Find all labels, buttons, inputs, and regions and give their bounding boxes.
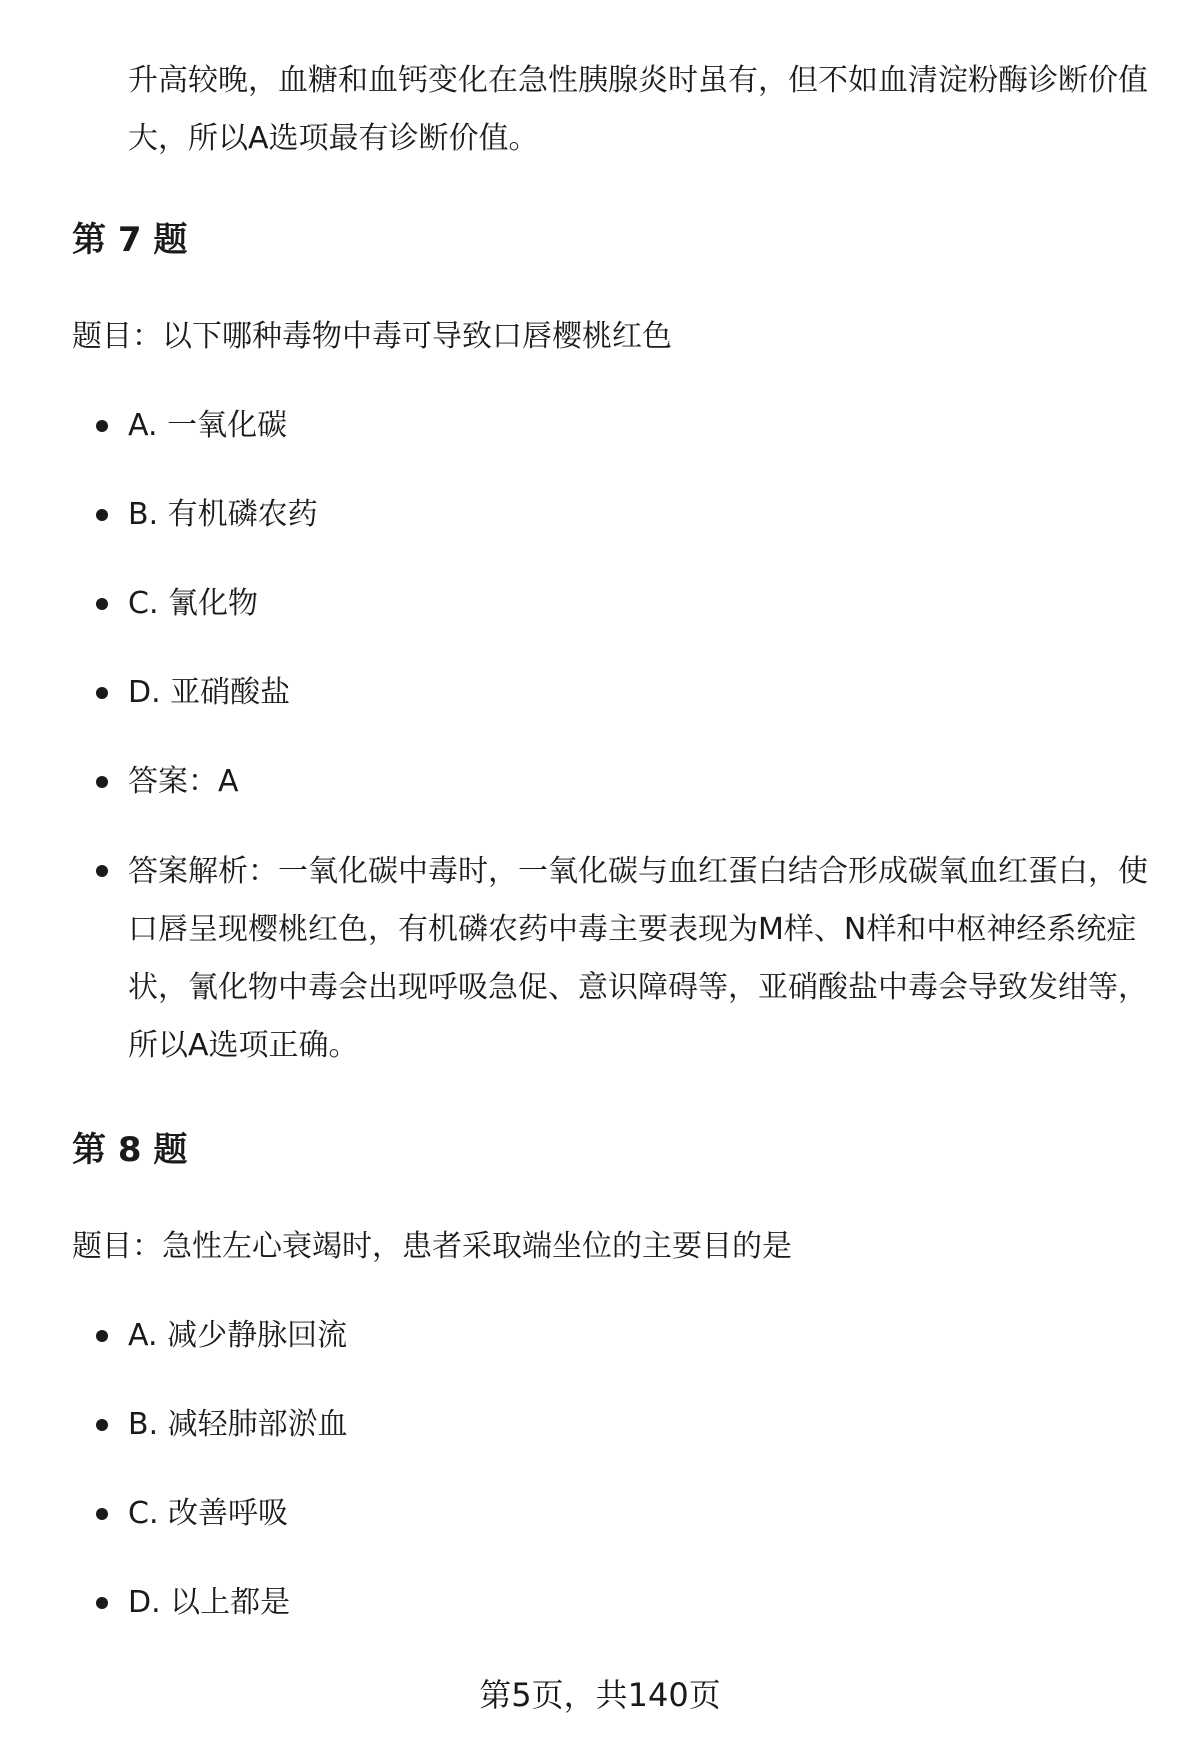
question-8-option-b [128, 1403, 1148, 1447]
bullet-icon [96, 776, 108, 788]
answer-text: 答案：A [128, 764, 239, 799]
bullet-icon [96, 865, 108, 877]
option-text: D. 以上都是 [128, 1585, 291, 1620]
bullet-icon [96, 1508, 108, 1520]
question-7-answer [128, 760, 1148, 804]
option-text: C. 氰化物 [128, 586, 259, 621]
question-7-option-b [128, 493, 1148, 537]
option-text: A. 减少静脉回流 [128, 1318, 348, 1353]
continuation-text: 升高较晚，血糖和血钙变化在急性胰腺炎时虽有，但不如血清淀粉酶诊断价值大，所以A选项最有诊断价值。 [128, 63, 1148, 156]
question-7-option-d [128, 671, 1148, 715]
option-text: A. 一氧化碳 [128, 408, 288, 443]
bullet-icon [96, 1330, 108, 1342]
question-7-title: 第 7 题 [72, 220, 188, 260]
explanation-text: 答案解析：一氧化碳中毒时，一氧化碳与血红蛋白结合形成碳氧血红蛋白，使口唇呈现樱桃红色，有机磷农药中毒主要表现为M样、N样和中枢神经系统症状，氰化物中毒会出现呼吸急促、意识障碍等，亚硝酸盐中毒会导致发绀等，所以A选项正确。 [128, 854, 1148, 1063]
question-8-option-c [128, 1492, 1148, 1536]
question-8-option-a [128, 1314, 1148, 1358]
question-8-title: 第 8 题 [72, 1130, 188, 1170]
question-7-explanation [128, 843, 1148, 1075]
question-8-option-d [128, 1581, 1148, 1625]
page-footer: 第5页，共140页 [479, 1676, 721, 1714]
question-7-stem: 题目：以下哪种毒物中毒可导致口唇樱桃红色 [72, 319, 672, 354]
option-text: D. 亚硝酸盐 [128, 675, 291, 710]
question-7-option-c [128, 582, 1148, 626]
bullet-icon [96, 509, 108, 521]
option-text: B. 减轻肺部淤血 [128, 1407, 348, 1442]
option-text: B. 有机磷农药 [128, 497, 318, 532]
bullet-icon [96, 1597, 108, 1609]
bullet-icon [96, 420, 108, 432]
question-8-stem: 题目：急性左心衰竭时，患者采取端坐位的主要目的是 [72, 1229, 792, 1264]
bullet-icon [96, 598, 108, 610]
previous-explanation-continuation [128, 52, 1148, 168]
question-7-option-a [128, 404, 1148, 448]
bullet-icon [96, 1419, 108, 1431]
option-text: C. 改善呼吸 [128, 1496, 289, 1531]
bullet-icon [96, 687, 108, 699]
